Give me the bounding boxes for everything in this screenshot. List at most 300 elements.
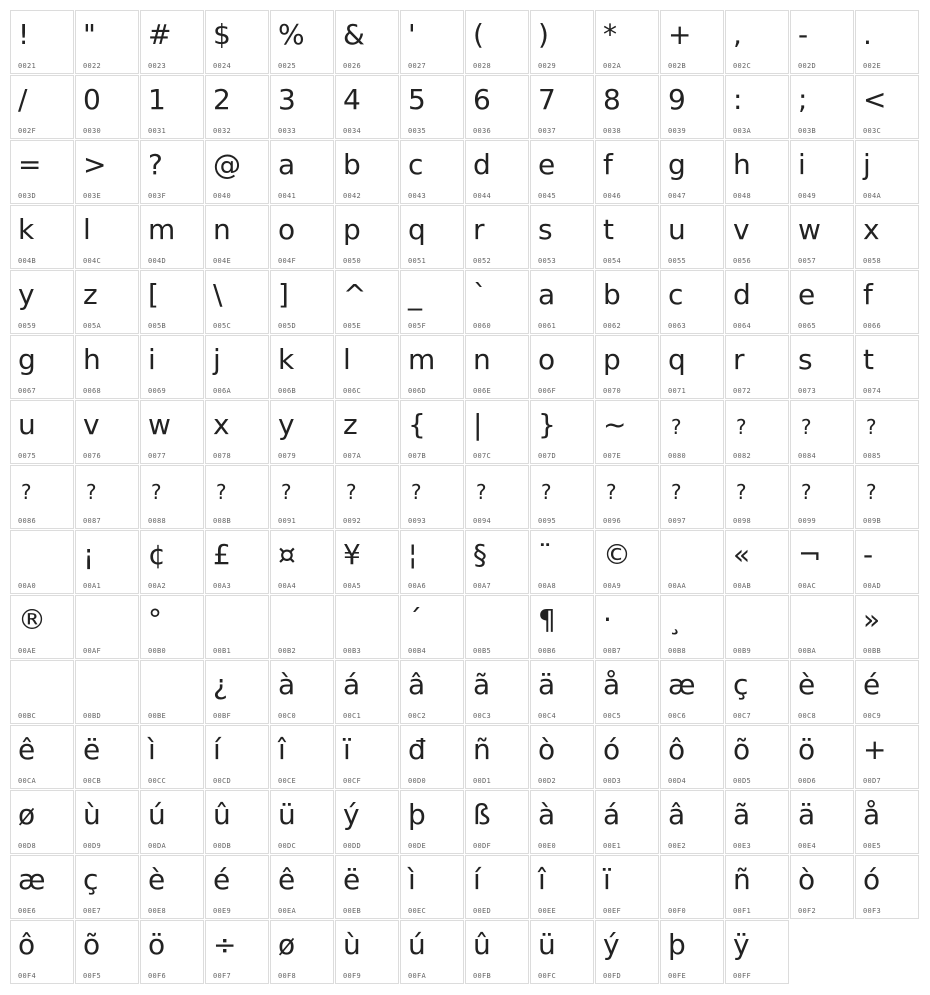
glyph-cell xyxy=(790,595,854,659)
missing-glyph-box-icon: ? xyxy=(475,480,488,504)
glyph-codepoint: 00EB xyxy=(343,907,362,915)
glyph-cell xyxy=(10,75,74,139)
glyph-char: v xyxy=(83,408,100,441)
glyph-cell xyxy=(530,400,594,464)
glyph-char: u xyxy=(668,213,686,246)
glyph-codepoint: 00CB xyxy=(83,777,102,785)
glyph-cell xyxy=(660,335,724,399)
glyph-char: đ xyxy=(408,733,426,766)
glyph-cell xyxy=(270,400,334,464)
glyph-char: c xyxy=(668,278,684,311)
glyph-char: á xyxy=(603,798,621,831)
glyph-codepoint: 0078 xyxy=(213,452,232,460)
glyph-char: t xyxy=(603,213,614,246)
missing-glyph-box-icon: ? xyxy=(800,480,813,504)
glyph-codepoint: 00D5 xyxy=(733,777,752,785)
glyph-codepoint: 00B0 xyxy=(148,647,167,655)
glyph-codepoint: 002F xyxy=(18,127,37,135)
glyph-codepoint: 0042 xyxy=(343,192,362,200)
glyph-cell xyxy=(595,400,659,464)
glyph-codepoint: 00EC xyxy=(408,907,427,915)
glyph-cell xyxy=(530,790,594,854)
glyph-cell xyxy=(205,335,269,399)
glyph-char: f xyxy=(603,148,613,181)
glyph-codepoint: 00C9 xyxy=(863,712,882,720)
glyph-cell xyxy=(530,10,594,74)
glyph-cell xyxy=(725,140,789,204)
glyph-codepoint: 00E4 xyxy=(798,842,817,850)
glyph-codepoint: 00F0 xyxy=(668,907,687,915)
glyph-codepoint: 00FE xyxy=(668,972,687,980)
glyph-cell xyxy=(660,270,724,334)
glyph-cell xyxy=(660,465,724,529)
glyph-cell xyxy=(595,140,659,204)
glyph-cell xyxy=(725,530,789,594)
glyph-cell xyxy=(790,855,854,919)
glyph-codepoint: 00AF xyxy=(83,647,102,655)
glyph-codepoint: 0073 xyxy=(798,387,817,395)
glyph-char: î xyxy=(278,733,286,766)
glyph-cell xyxy=(400,140,464,204)
glyph-cell xyxy=(725,205,789,269)
glyph-cell xyxy=(790,75,854,139)
glyph-codepoint: 00F5 xyxy=(83,972,102,980)
glyph-cell xyxy=(400,855,464,919)
glyph-char: ] xyxy=(278,278,289,311)
glyph-codepoint: 0067 xyxy=(18,387,37,395)
glyph-char: : xyxy=(733,83,743,116)
glyph-char: ü xyxy=(278,798,296,831)
glyph-char: ? xyxy=(148,148,163,181)
glyph-char: õ xyxy=(733,733,751,766)
glyph-char: ï xyxy=(603,863,611,896)
missing-glyph-box-icon: ? xyxy=(670,480,683,504)
glyph-codepoint: 00D0 xyxy=(408,777,427,785)
glyph-codepoint: 0023 xyxy=(148,62,167,70)
glyph-cell xyxy=(205,855,269,919)
glyph-char: { xyxy=(408,408,426,441)
glyph-cell xyxy=(530,75,594,139)
glyph-codepoint: 0086 xyxy=(18,517,37,525)
glyph-char: ú xyxy=(148,798,166,831)
glyph-codepoint: 00A3 xyxy=(213,582,232,590)
glyph-cell xyxy=(465,465,529,529)
glyph-codepoint: 00CC xyxy=(148,777,167,785)
glyph-codepoint: 0062 xyxy=(603,322,622,330)
glyph-codepoint: 0070 xyxy=(603,387,622,395)
missing-glyph-box-icon: ? xyxy=(85,480,98,504)
glyph-char: . xyxy=(863,18,872,51)
glyph-cell xyxy=(75,335,139,399)
glyph-char: x xyxy=(213,408,230,441)
glyph-cell xyxy=(465,75,529,139)
glyph-char: à xyxy=(538,798,556,831)
glyph-cell xyxy=(335,270,399,334)
glyph-codepoint: 00B4 xyxy=(408,647,427,655)
glyph-char: / xyxy=(18,83,28,116)
glyph-cell xyxy=(725,595,789,659)
glyph-char: ! xyxy=(18,18,30,51)
glyph-cell xyxy=(465,400,529,464)
glyph-char: ö xyxy=(148,928,166,961)
glyph-codepoint: 0096 xyxy=(603,517,622,525)
glyph-cell xyxy=(10,465,74,529)
glyph-cell xyxy=(465,270,529,334)
glyph-codepoint: 002A xyxy=(603,62,622,70)
glyph-cell xyxy=(530,725,594,789)
glyph-codepoint: 007B xyxy=(408,452,427,460)
glyph-cell xyxy=(205,920,269,984)
glyph-codepoint: 004B xyxy=(18,257,37,265)
glyph-cell xyxy=(270,205,334,269)
glyph-codepoint: 00A7 xyxy=(473,582,492,590)
glyph-cell xyxy=(205,75,269,139)
glyph-cell xyxy=(75,465,139,529)
glyph-char: é xyxy=(863,668,881,701)
glyph-cell xyxy=(140,75,204,139)
glyph-codepoint: 00BE xyxy=(148,712,167,720)
glyph-char: , xyxy=(733,18,742,51)
glyph-cell xyxy=(205,10,269,74)
glyph-cell xyxy=(400,530,464,594)
glyph-codepoint: 0027 xyxy=(408,62,427,70)
glyph-codepoint: 0052 xyxy=(473,257,492,265)
glyph-codepoint: 0063 xyxy=(668,322,687,330)
glyph-cell xyxy=(335,75,399,139)
glyph-cell xyxy=(530,595,594,659)
missing-glyph-box-icon: ? xyxy=(20,480,33,504)
glyph-cell xyxy=(75,530,139,594)
glyph-codepoint: 006E xyxy=(473,387,492,395)
glyph-char: ¢ xyxy=(148,538,166,571)
glyph-codepoint: 008B xyxy=(213,517,232,525)
glyph-char: ò xyxy=(538,733,556,766)
glyph-char: ä xyxy=(538,668,556,701)
glyph-char: í xyxy=(473,863,481,896)
glyph-cell xyxy=(660,855,724,919)
glyph-codepoint: 006C xyxy=(343,387,362,395)
glyph-char: r xyxy=(733,343,745,376)
glyph-codepoint: 00EE xyxy=(538,907,557,915)
glyph-codepoint: 00F8 xyxy=(278,972,297,980)
glyph-cell xyxy=(335,855,399,919)
glyph-codepoint: 006A xyxy=(213,387,232,395)
glyph-codepoint: 00F7 xyxy=(213,972,232,980)
glyph-codepoint: 00E0 xyxy=(538,842,557,850)
glyph-char: m xyxy=(148,213,176,246)
glyph-char: ø xyxy=(278,928,296,961)
glyph-char: i xyxy=(148,343,156,376)
glyph-cell xyxy=(400,725,464,789)
glyph-cell xyxy=(595,855,659,919)
glyph-cell xyxy=(725,725,789,789)
glyph-codepoint: 0095 xyxy=(538,517,557,525)
glyph-codepoint: 0088 xyxy=(148,517,167,525)
glyph-codepoint: 007A xyxy=(343,452,362,460)
glyph-codepoint: 0024 xyxy=(213,62,232,70)
glyph-codepoint: 00BC xyxy=(18,712,37,720)
glyph-codepoint: 003E xyxy=(83,192,102,200)
glyph-cell xyxy=(75,790,139,854)
glyph-char: s xyxy=(538,213,553,246)
glyph-char: » xyxy=(863,603,881,636)
glyph-cell xyxy=(270,465,334,529)
glyph-cell xyxy=(10,335,74,399)
glyph-cell xyxy=(465,205,529,269)
missing-glyph-box-icon: ? xyxy=(605,480,618,504)
glyph-char: > xyxy=(83,148,107,181)
glyph-codepoint: 007E xyxy=(603,452,622,460)
glyph-codepoint: 00C6 xyxy=(668,712,687,720)
glyph-cell xyxy=(140,660,204,724)
glyph-char: ß xyxy=(473,798,491,831)
glyph-codepoint: 0092 xyxy=(343,517,362,525)
glyph-char: o xyxy=(538,343,556,376)
glyph-codepoint: 0065 xyxy=(798,322,817,330)
glyph-codepoint: 00FA xyxy=(408,972,427,980)
glyph-cell xyxy=(790,790,854,854)
glyph-cell xyxy=(270,335,334,399)
glyph-codepoint: 00B2 xyxy=(278,647,297,655)
glyph-codepoint: 0057 xyxy=(798,257,817,265)
glyph-codepoint: 0049 xyxy=(798,192,817,200)
glyph-cell xyxy=(855,400,919,464)
glyph-cell xyxy=(335,335,399,399)
glyph-codepoint: 00D1 xyxy=(473,777,492,785)
glyph-cell xyxy=(10,270,74,334)
glyph-cell xyxy=(400,465,464,529)
missing-glyph-box-icon: ? xyxy=(215,480,228,504)
glyph-char: v xyxy=(733,213,750,246)
glyph-char: æ xyxy=(18,863,46,896)
glyph-char: $ xyxy=(213,18,231,51)
glyph-codepoint: 004E xyxy=(213,257,232,265)
glyph-char: l xyxy=(83,213,91,246)
glyph-char: p xyxy=(343,213,361,246)
glyph-char: ê xyxy=(18,733,36,766)
glyph-char: â xyxy=(408,668,426,701)
glyph-char: u xyxy=(18,408,36,441)
glyph-cell xyxy=(660,140,724,204)
glyph-cell xyxy=(595,595,659,659)
glyph-codepoint: 00EA xyxy=(278,907,297,915)
glyph-cell xyxy=(725,465,789,529)
glyph-char: = xyxy=(18,148,42,181)
glyph-char: ¨ xyxy=(538,538,552,571)
glyph-char: î xyxy=(538,863,546,896)
glyph-codepoint: 00C4 xyxy=(538,712,557,720)
glyph-cell xyxy=(530,530,594,594)
glyph-char: ¶ xyxy=(538,603,556,636)
glyph-cell xyxy=(270,75,334,139)
glyph-cell xyxy=(75,725,139,789)
glyph-cell xyxy=(790,205,854,269)
glyph-codepoint: 00C2 xyxy=(408,712,427,720)
glyph-char: 0 xyxy=(83,83,101,116)
glyph-cell xyxy=(855,205,919,269)
glyph-cell xyxy=(10,205,74,269)
glyph-codepoint: 004D xyxy=(148,257,167,265)
glyph-char: 9 xyxy=(668,83,686,116)
glyph-codepoint: 0061 xyxy=(538,322,557,330)
glyph-codepoint: 0026 xyxy=(343,62,362,70)
glyph-codepoint: 00B5 xyxy=(473,647,492,655)
glyph-cell xyxy=(140,140,204,204)
glyph-cell xyxy=(75,660,139,724)
missing-glyph-box-icon: ? xyxy=(540,480,553,504)
glyph-codepoint: 00E1 xyxy=(603,842,622,850)
glyph-codepoint: 0029 xyxy=(538,62,557,70)
glyph-cell xyxy=(790,140,854,204)
glyph-codepoint: 0093 xyxy=(408,517,427,525)
glyph-char: ã xyxy=(473,668,491,701)
glyph-codepoint: 0038 xyxy=(603,127,622,135)
glyph-cell xyxy=(335,660,399,724)
glyph-codepoint: 00A2 xyxy=(148,582,167,590)
glyph-codepoint: 00C8 xyxy=(798,712,817,720)
glyph-codepoint: 00BD xyxy=(83,712,102,720)
glyph-codepoint: 00FD xyxy=(603,972,622,980)
glyph-char: © xyxy=(603,538,631,571)
glyph-codepoint: 00FB xyxy=(473,972,492,980)
glyph-char: ô xyxy=(668,733,686,766)
glyph-codepoint: 00BB xyxy=(863,647,882,655)
glyph-codepoint: 004C xyxy=(83,257,102,265)
glyph-cell xyxy=(400,270,464,334)
glyph-codepoint: 00B8 xyxy=(668,647,687,655)
glyph-cell xyxy=(270,270,334,334)
glyph-char: û xyxy=(213,798,231,831)
glyph-cell xyxy=(335,725,399,789)
glyph-cell xyxy=(855,595,919,659)
glyph-codepoint: 00A1 xyxy=(83,582,102,590)
glyph-cell xyxy=(725,400,789,464)
glyph-cell xyxy=(400,595,464,659)
glyph-char: z xyxy=(343,408,358,441)
glyph-cell xyxy=(790,270,854,334)
glyph-char: ø xyxy=(18,798,36,831)
glyph-cell xyxy=(140,595,204,659)
glyph-char: ì xyxy=(408,863,416,896)
glyph-codepoint: 00E8 xyxy=(148,907,167,915)
glyph-codepoint: 0059 xyxy=(18,322,37,330)
glyph-cell xyxy=(140,855,204,919)
glyph-codepoint: 0053 xyxy=(538,257,557,265)
glyph-cell xyxy=(660,75,724,139)
glyph-char: ' xyxy=(408,18,416,51)
glyph-char: } xyxy=(538,408,556,441)
glyph-codepoint: 00CF xyxy=(343,777,362,785)
glyph-cell xyxy=(855,465,919,529)
glyph-cell xyxy=(205,465,269,529)
glyph-char: ý xyxy=(603,928,620,961)
glyph-cell xyxy=(855,335,919,399)
glyph-cell xyxy=(140,725,204,789)
glyph-char: ¿ xyxy=(213,668,228,701)
glyph-codepoint: 0072 xyxy=(733,387,752,395)
glyph-cell xyxy=(270,140,334,204)
glyph-codepoint: 0058 xyxy=(863,257,882,265)
glyph-codepoint: 0079 xyxy=(278,452,297,460)
glyph-codepoint: 0046 xyxy=(603,192,622,200)
glyph-codepoint: 0082 xyxy=(733,452,752,460)
glyph-codepoint: 005B xyxy=(148,322,167,330)
glyph-cell xyxy=(595,205,659,269)
glyph-cell xyxy=(660,660,724,724)
glyph-char: y xyxy=(278,408,295,441)
glyph-cell xyxy=(855,140,919,204)
glyph-cell xyxy=(140,205,204,269)
glyph-cell xyxy=(75,855,139,919)
glyph-char: n xyxy=(473,343,491,376)
glyph-codepoint: 0040 xyxy=(213,192,232,200)
glyph-char: f xyxy=(863,278,873,311)
glyph-cell xyxy=(335,465,399,529)
glyph-char: p xyxy=(603,343,621,376)
glyph-char: ) xyxy=(538,18,549,51)
glyph-cell xyxy=(205,725,269,789)
glyph-codepoint: 009B xyxy=(863,517,882,525)
glyph-codepoint: 003F xyxy=(148,192,167,200)
glyph-char: í xyxy=(213,733,221,766)
glyph-codepoint: 003A xyxy=(733,127,752,135)
glyph-char: 6 xyxy=(473,83,491,116)
glyph-char: ¡ xyxy=(83,538,95,571)
glyph-cell xyxy=(595,335,659,399)
glyph-cell xyxy=(400,920,464,984)
glyph-char: _ xyxy=(408,278,422,311)
glyph-char: ù xyxy=(83,798,101,831)
glyph-cell xyxy=(790,530,854,594)
glyph-char: y xyxy=(18,278,35,311)
glyph-codepoint: 0071 xyxy=(668,387,687,395)
glyph-codepoint: 00C1 xyxy=(343,712,362,720)
glyph-codepoint: 00D9 xyxy=(83,842,102,850)
glyph-cell xyxy=(140,10,204,74)
glyph-cell xyxy=(595,75,659,139)
glyph-cell xyxy=(855,270,919,334)
glyph-codepoint: 0097 xyxy=(668,517,687,525)
glyph-cell xyxy=(790,660,854,724)
missing-glyph-box-icon: ? xyxy=(735,415,748,439)
glyph-codepoint: 005E xyxy=(343,322,362,330)
glyph-cell xyxy=(140,335,204,399)
glyph-codepoint: 00B3 xyxy=(343,647,362,655)
glyph-char: ; xyxy=(798,83,808,116)
glyph-cell xyxy=(335,530,399,594)
glyph-cell xyxy=(660,725,724,789)
glyph-codepoint: 00B1 xyxy=(213,647,232,655)
glyph-codepoint: 006D xyxy=(408,387,427,395)
glyph-codepoint: 002B xyxy=(668,62,687,70)
glyph-cell xyxy=(270,595,334,659)
glyph-char: e xyxy=(538,148,556,181)
glyph-codepoint: 00BF xyxy=(213,712,232,720)
glyph-codepoint: 0087 xyxy=(83,517,102,525)
glyph-cell xyxy=(465,855,529,919)
glyph-char: j xyxy=(213,343,221,376)
glyph-codepoint: 00D8 xyxy=(18,842,37,850)
glyph-codepoint: 005D xyxy=(278,322,297,330)
glyph-char: % xyxy=(278,18,305,51)
glyph-cell xyxy=(465,335,529,399)
glyph-codepoint: 0055 xyxy=(668,257,687,265)
glyph-codepoint: 00E9 xyxy=(213,907,232,915)
glyph-cell xyxy=(400,75,464,139)
glyph-cell xyxy=(400,335,464,399)
glyph-char: ´ xyxy=(408,603,422,636)
glyph-char: þ xyxy=(668,928,686,961)
